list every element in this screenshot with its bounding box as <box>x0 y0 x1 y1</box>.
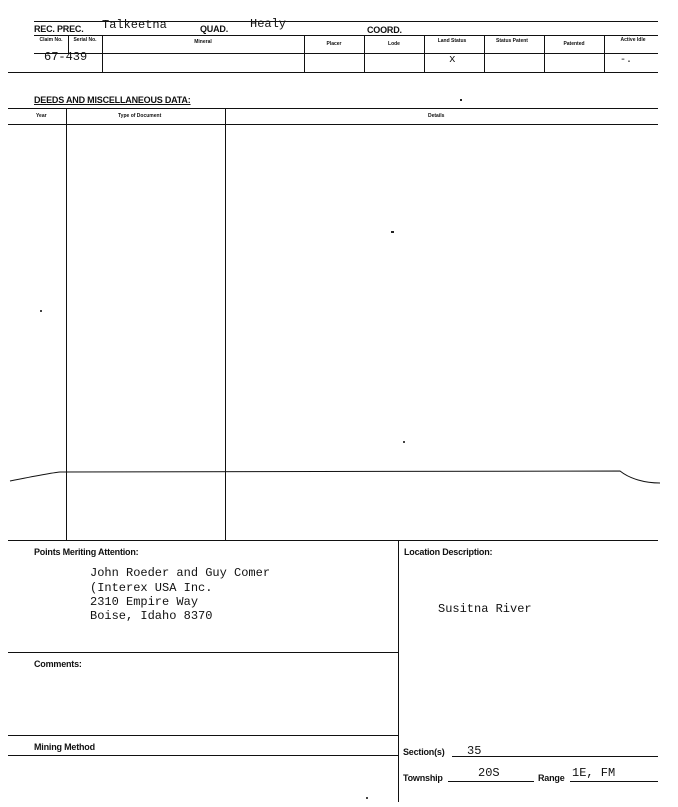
status-patent-header: Status Patent <box>496 38 528 44</box>
patented-header: Patented <box>563 41 585 47</box>
township-value: 20S <box>478 766 500 780</box>
placer-header: Placer <box>326 41 342 47</box>
rec-prec-label: REC. PREC. <box>34 24 84 34</box>
mining-bottom-rule <box>8 755 398 756</box>
col-divider <box>102 35 103 72</box>
column-header-rule <box>34 53 658 54</box>
row-bottom-rule <box>8 72 658 73</box>
section-underline <box>452 756 658 757</box>
points-label: Points Meriting Attention: <box>34 547 139 557</box>
deeds-title: DEEDS AND MISCELLANEOUS DATA: <box>34 95 191 105</box>
comments-rule <box>8 652 398 653</box>
rec-prec-value: Talkeetna <box>102 18 167 32</box>
header-rule <box>34 35 658 36</box>
mining-rule <box>8 735 398 736</box>
col-divider <box>544 35 545 72</box>
quad-label: QUAD. <box>200 24 228 34</box>
land-status-value: x <box>449 54 456 66</box>
section-label: Section(s) <box>403 747 445 757</box>
details-header: Details <box>428 113 445 119</box>
section-value: 35 <box>467 744 482 758</box>
deeds-header-rule <box>8 124 658 125</box>
quad-value: Healy <box>250 17 287 31</box>
col-divider <box>364 35 365 72</box>
mineral-header: Mineral <box>194 39 212 45</box>
points-line: 2310 Empire Way <box>90 595 199 609</box>
points-line: (Interex USA Inc. <box>90 581 213 595</box>
type-header: Type of Document <box>118 113 162 119</box>
points-line: Boise, Idaho 8370 <box>90 609 213 623</box>
coord-label: COORD. <box>367 25 402 35</box>
col-divider <box>484 35 485 72</box>
lode-header: Lode <box>388 41 400 47</box>
active-idle-header: Active Idle <box>620 37 646 43</box>
col-divider <box>424 35 425 72</box>
year-header: Year <box>36 113 47 119</box>
mining-label: Mining Method <box>34 742 95 752</box>
speck <box>460 99 462 101</box>
col-divider <box>304 35 305 72</box>
location-value: Susitna River <box>438 602 532 616</box>
claim-no-value: 67-439 <box>44 50 88 64</box>
township-label: Township <box>403 773 443 783</box>
speck <box>40 310 42 312</box>
active-idle-value: -. <box>620 55 633 66</box>
claim-no-header: Claim No. <box>39 37 63 43</box>
fold-line <box>0 455 678 495</box>
bottom-section-rule <box>8 540 658 541</box>
header-top-rule <box>34 21 658 22</box>
range-value: 1E, FM <box>572 766 616 780</box>
location-label: Location Description: <box>404 547 493 557</box>
deeds-top-rule <box>8 108 658 109</box>
comments-label: Comments: <box>34 659 82 669</box>
points-line: John Roeder and Guy Comer <box>90 566 271 580</box>
range-underline <box>570 781 658 782</box>
speck <box>403 441 405 443</box>
speck <box>391 231 394 233</box>
serial-no-header: Serial No. <box>73 37 97 43</box>
township-underline <box>448 781 534 782</box>
bottom-col-divider <box>398 540 399 802</box>
speck <box>366 797 368 799</box>
range-label: Range <box>538 773 565 783</box>
col-divider <box>604 35 605 72</box>
land-status-header: Land Status <box>437 38 467 44</box>
